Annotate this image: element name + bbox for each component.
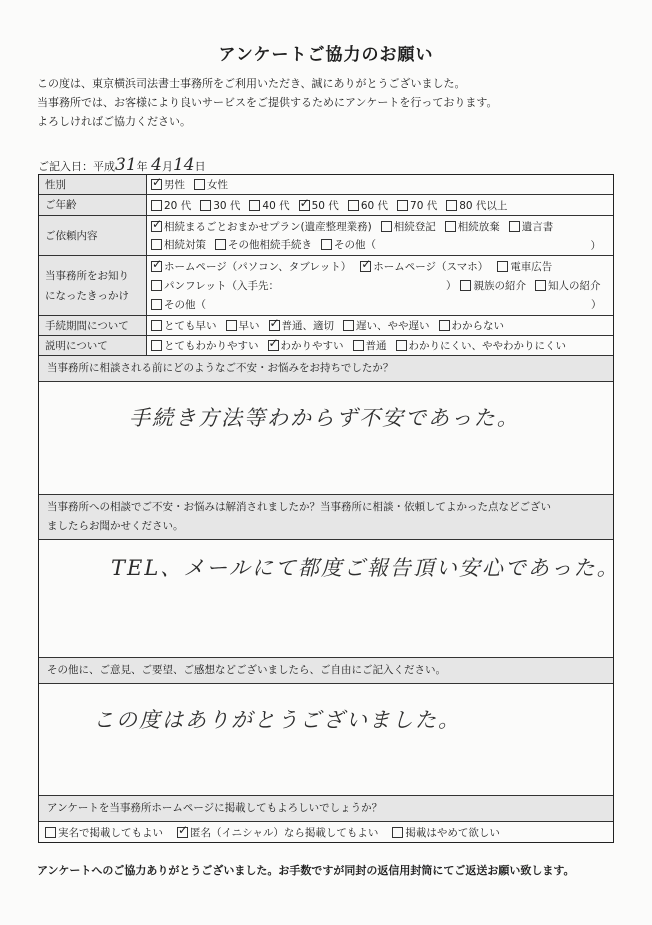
option-label: 30 代 — [213, 199, 241, 212]
checkbox-icon[interactable] — [460, 280, 471, 291]
checked-checkbox-icon[interactable] — [177, 827, 188, 838]
checkbox-option[interactable] — [151, 198, 191, 213]
checkbox-option[interactable] — [226, 318, 260, 333]
other-paren-close: ） — [590, 299, 602, 311]
checkbox-option[interactable] — [397, 198, 437, 213]
footer-note: アンケートへのご協力ありがとうございました。お手数ですが同封の返信用封筒にてご返送お願い致します。 — [37, 864, 575, 877]
checkbox-icon[interactable] — [249, 200, 260, 211]
option-label: 掲載はやめて欲しい — [405, 826, 500, 839]
option-label: その他相続手続き — [228, 239, 312, 251]
checkbox-icon[interactable] — [353, 340, 364, 351]
checkbox-option[interactable] — [381, 219, 436, 234]
checkbox-icon[interactable] — [151, 200, 162, 211]
date-year-unit: 年 — [136, 160, 148, 173]
option-label: 普通、適切 — [281, 320, 334, 332]
checkbox-option[interactable] — [177, 825, 378, 840]
checkbox-icon[interactable] — [151, 280, 162, 291]
option-label: 親族の紹介 — [473, 279, 526, 292]
checkbox-option[interactable] — [360, 259, 488, 274]
option-label: その他（ — [334, 239, 376, 251]
checkbox-icon[interactable] — [151, 320, 162, 331]
date-year[interactable]: 31 — [115, 155, 137, 175]
checkbox-option[interactable] — [249, 198, 289, 213]
checkbox-option[interactable] — [151, 318, 217, 333]
pamphlet-close: ） — [445, 280, 457, 292]
source-label: 当事務所をお知り になったきっかけ — [39, 256, 147, 315]
request-label: ご依頼内容 — [39, 216, 147, 255]
checkbox-option[interactable] — [509, 219, 554, 234]
checkbox-icon[interactable] — [445, 221, 456, 232]
period-row — [39, 315, 613, 335]
checkbox-icon[interactable] — [446, 200, 457, 211]
gender-label: 性別 — [39, 175, 147, 194]
intro-text — [37, 74, 497, 131]
explanation-options — [147, 336, 613, 355]
checkbox-icon[interactable] — [215, 239, 226, 250]
checkbox-icon[interactable] — [151, 299, 162, 310]
explanation-row — [39, 335, 613, 355]
checkbox-option[interactable] — [151, 259, 351, 274]
checkbox-option[interactable] — [151, 237, 206, 252]
checkbox-option[interactable] — [343, 318, 430, 333]
option-label: 匿名（イニシャル）なら掲載してもよい — [190, 826, 379, 839]
q2-answer: TEL、メールにて都度ご報告頂い安心であった。 — [111, 556, 620, 580]
option-label: ホームページ（スマホ） — [373, 261, 489, 273]
checkbox-option[interactable] — [321, 237, 376, 252]
q1-answer-area[interactable] — [39, 381, 613, 494]
request-row — [39, 215, 613, 255]
checkbox-option[interactable] — [268, 338, 344, 353]
option-label: 40 代 — [262, 199, 290, 212]
checkbox-option[interactable] — [200, 198, 240, 213]
checkbox-icon[interactable] — [226, 320, 237, 331]
checkbox-icon[interactable] — [321, 239, 332, 250]
checkbox-option[interactable] — [348, 198, 388, 213]
date-prefix: ご記入日：平成 — [38, 160, 115, 173]
checked-checkbox-icon[interactable] — [269, 320, 280, 331]
gender-options — [147, 175, 613, 194]
q1-answer: 手続き方法等わからず不安であった。 — [129, 406, 520, 430]
source-options — [147, 256, 613, 315]
checked-checkbox-icon[interactable] — [151, 221, 162, 232]
checkbox-icon[interactable] — [396, 340, 407, 351]
checkbox-option[interactable] — [151, 278, 279, 293]
source-row — [39, 255, 613, 315]
checked-checkbox-icon[interactable] — [299, 200, 310, 211]
option-label: 相続まるごとおまかせプラン(遺産整理業務) — [164, 220, 372, 233]
date-day[interactable]: 14 — [172, 155, 195, 175]
checkbox-option[interactable] — [439, 318, 505, 333]
checkbox-option[interactable] — [460, 278, 526, 293]
option-label: 実名で掲載してもよい — [58, 826, 163, 839]
q1-question: 当事務所に相談される前にどのようなご不安・お悩みをお持ちでしたか？ — [39, 355, 613, 381]
option-label: 遺言書 — [521, 220, 554, 233]
checkbox-icon[interactable] — [151, 239, 162, 250]
checkbox-option[interactable] — [151, 297, 206, 312]
checkbox-option[interactable] — [194, 177, 228, 192]
option-label: わかりやすい — [280, 340, 344, 352]
option-label: わかりにくい、ややわかりにくい — [408, 340, 566, 352]
publish-options — [39, 821, 613, 842]
checked-checkbox-icon[interactable] — [360, 261, 371, 272]
date-month[interactable]: 4 — [151, 155, 162, 175]
option-label: 早い — [238, 320, 260, 332]
checkbox-option[interactable] — [392, 825, 500, 840]
age-row — [39, 194, 613, 215]
option-label: 80 代以上 — [459, 199, 508, 212]
checkbox-option[interactable] — [151, 219, 372, 234]
checkbox-icon[interactable] — [348, 200, 359, 211]
q2-question: 当事務所への相談でご不安・お悩みは解消されましたか？当事務所に相談・依頼してよかった点などござい ましたらお聞かせください。 — [39, 494, 613, 539]
checkbox-icon[interactable] — [509, 221, 520, 232]
option-label: 相続放棄 — [457, 220, 500, 233]
checkbox-option[interactable] — [151, 338, 259, 353]
period-options — [147, 316, 613, 335]
date-month-unit: 月 — [161, 160, 173, 173]
checkbox-icon[interactable] — [535, 280, 546, 291]
option-label: 相続登記 — [393, 220, 436, 233]
intro-line: この度は、東京横浜司法書士事務所をご利用いただき、誠にありがとうございました。 — [37, 77, 466, 90]
request-paren-close: ） — [590, 239, 601, 252]
publish-question: アンケートを当事務所ホームページに掲載してもよろしいでしょうか？ — [39, 795, 613, 821]
page-title: アンケートご協力のお願い — [218, 45, 434, 65]
period-label: 手続期間について — [39, 316, 147, 335]
checkbox-icon[interactable] — [151, 340, 162, 351]
checkbox-option[interactable] — [269, 318, 335, 333]
checkbox-option[interactable] — [353, 338, 387, 353]
checkbox-icon[interactable] — [439, 320, 450, 331]
checked-checkbox-icon[interactable] — [268, 340, 279, 351]
age-options — [147, 195, 613, 215]
age-label: ご年齢 — [39, 195, 147, 215]
q2-answer-area[interactable] — [39, 539, 620, 657]
checked-checkbox-icon[interactable] — [151, 179, 162, 190]
intro-line: 当事務所では、お客様により良いサービスをご提供するためにアンケートを行っております。 — [37, 96, 498, 109]
option-label: 電車広告 — [510, 261, 553, 273]
checkbox-option[interactable] — [497, 259, 552, 274]
checkbox-icon[interactable] — [381, 221, 392, 232]
checkbox-icon[interactable] — [397, 200, 408, 211]
checkbox-option[interactable] — [299, 198, 339, 213]
option-label: パンフレット（入手先： — [164, 279, 279, 292]
option-label: 遅い、やや遅い — [356, 320, 430, 332]
option-label: 普通 — [365, 340, 387, 352]
request-options — [147, 216, 613, 255]
option-label: 20 代 — [164, 199, 192, 212]
checkbox-icon[interactable] — [497, 261, 508, 272]
option-label: 男性 — [164, 179, 185, 191]
checkbox-icon[interactable] — [45, 827, 56, 838]
option-label: ホームページ（パソコン、タブレット） — [164, 261, 352, 273]
checkbox-icon[interactable] — [194, 179, 205, 190]
checkbox-icon[interactable] — [343, 320, 354, 331]
option-label: とてもわかりやすい — [164, 340, 259, 352]
checkbox-icon[interactable] — [392, 827, 403, 838]
option-label: わからない — [451, 320, 504, 332]
checkbox-option[interactable] — [151, 177, 185, 192]
checkbox-icon[interactable] — [200, 200, 211, 211]
date-day-unit: 日 — [194, 160, 206, 173]
option-label: 60 代 — [360, 199, 389, 212]
option-label: 知人の紹介 — [547, 279, 601, 292]
gender-row — [39, 175, 613, 194]
option-label: その他（ — [164, 298, 206, 311]
explanation-label: 説明について — [39, 336, 147, 355]
q3-answer-area[interactable] — [39, 683, 613, 795]
option-label: とても早い — [164, 320, 217, 332]
q3-question: その他に、ご意見、ご要望、ご感想などございましたら、ご自由にご記入ください。 — [39, 657, 613, 683]
checkbox-option[interactable] — [215, 237, 312, 252]
intro-line: よろしければご協力ください。 — [37, 115, 191, 128]
survey-form — [38, 174, 620, 843]
option-label: 70 代 — [410, 199, 438, 212]
checkbox-option[interactable] — [396, 338, 567, 353]
option-label: 女性 — [207, 179, 228, 191]
checkbox-option[interactable] — [45, 825, 163, 840]
option-label: 相続対策 — [164, 239, 206, 251]
checkbox-option[interactable] — [535, 278, 601, 293]
checkbox-option[interactable] — [446, 198, 507, 213]
checked-checkbox-icon[interactable] — [151, 261, 162, 272]
date-line — [38, 155, 206, 175]
checkbox-option[interactable] — [445, 219, 500, 234]
option-label: 50 代 — [311, 199, 339, 212]
q3-answer: この度はありがとうございました。 — [93, 708, 461, 732]
